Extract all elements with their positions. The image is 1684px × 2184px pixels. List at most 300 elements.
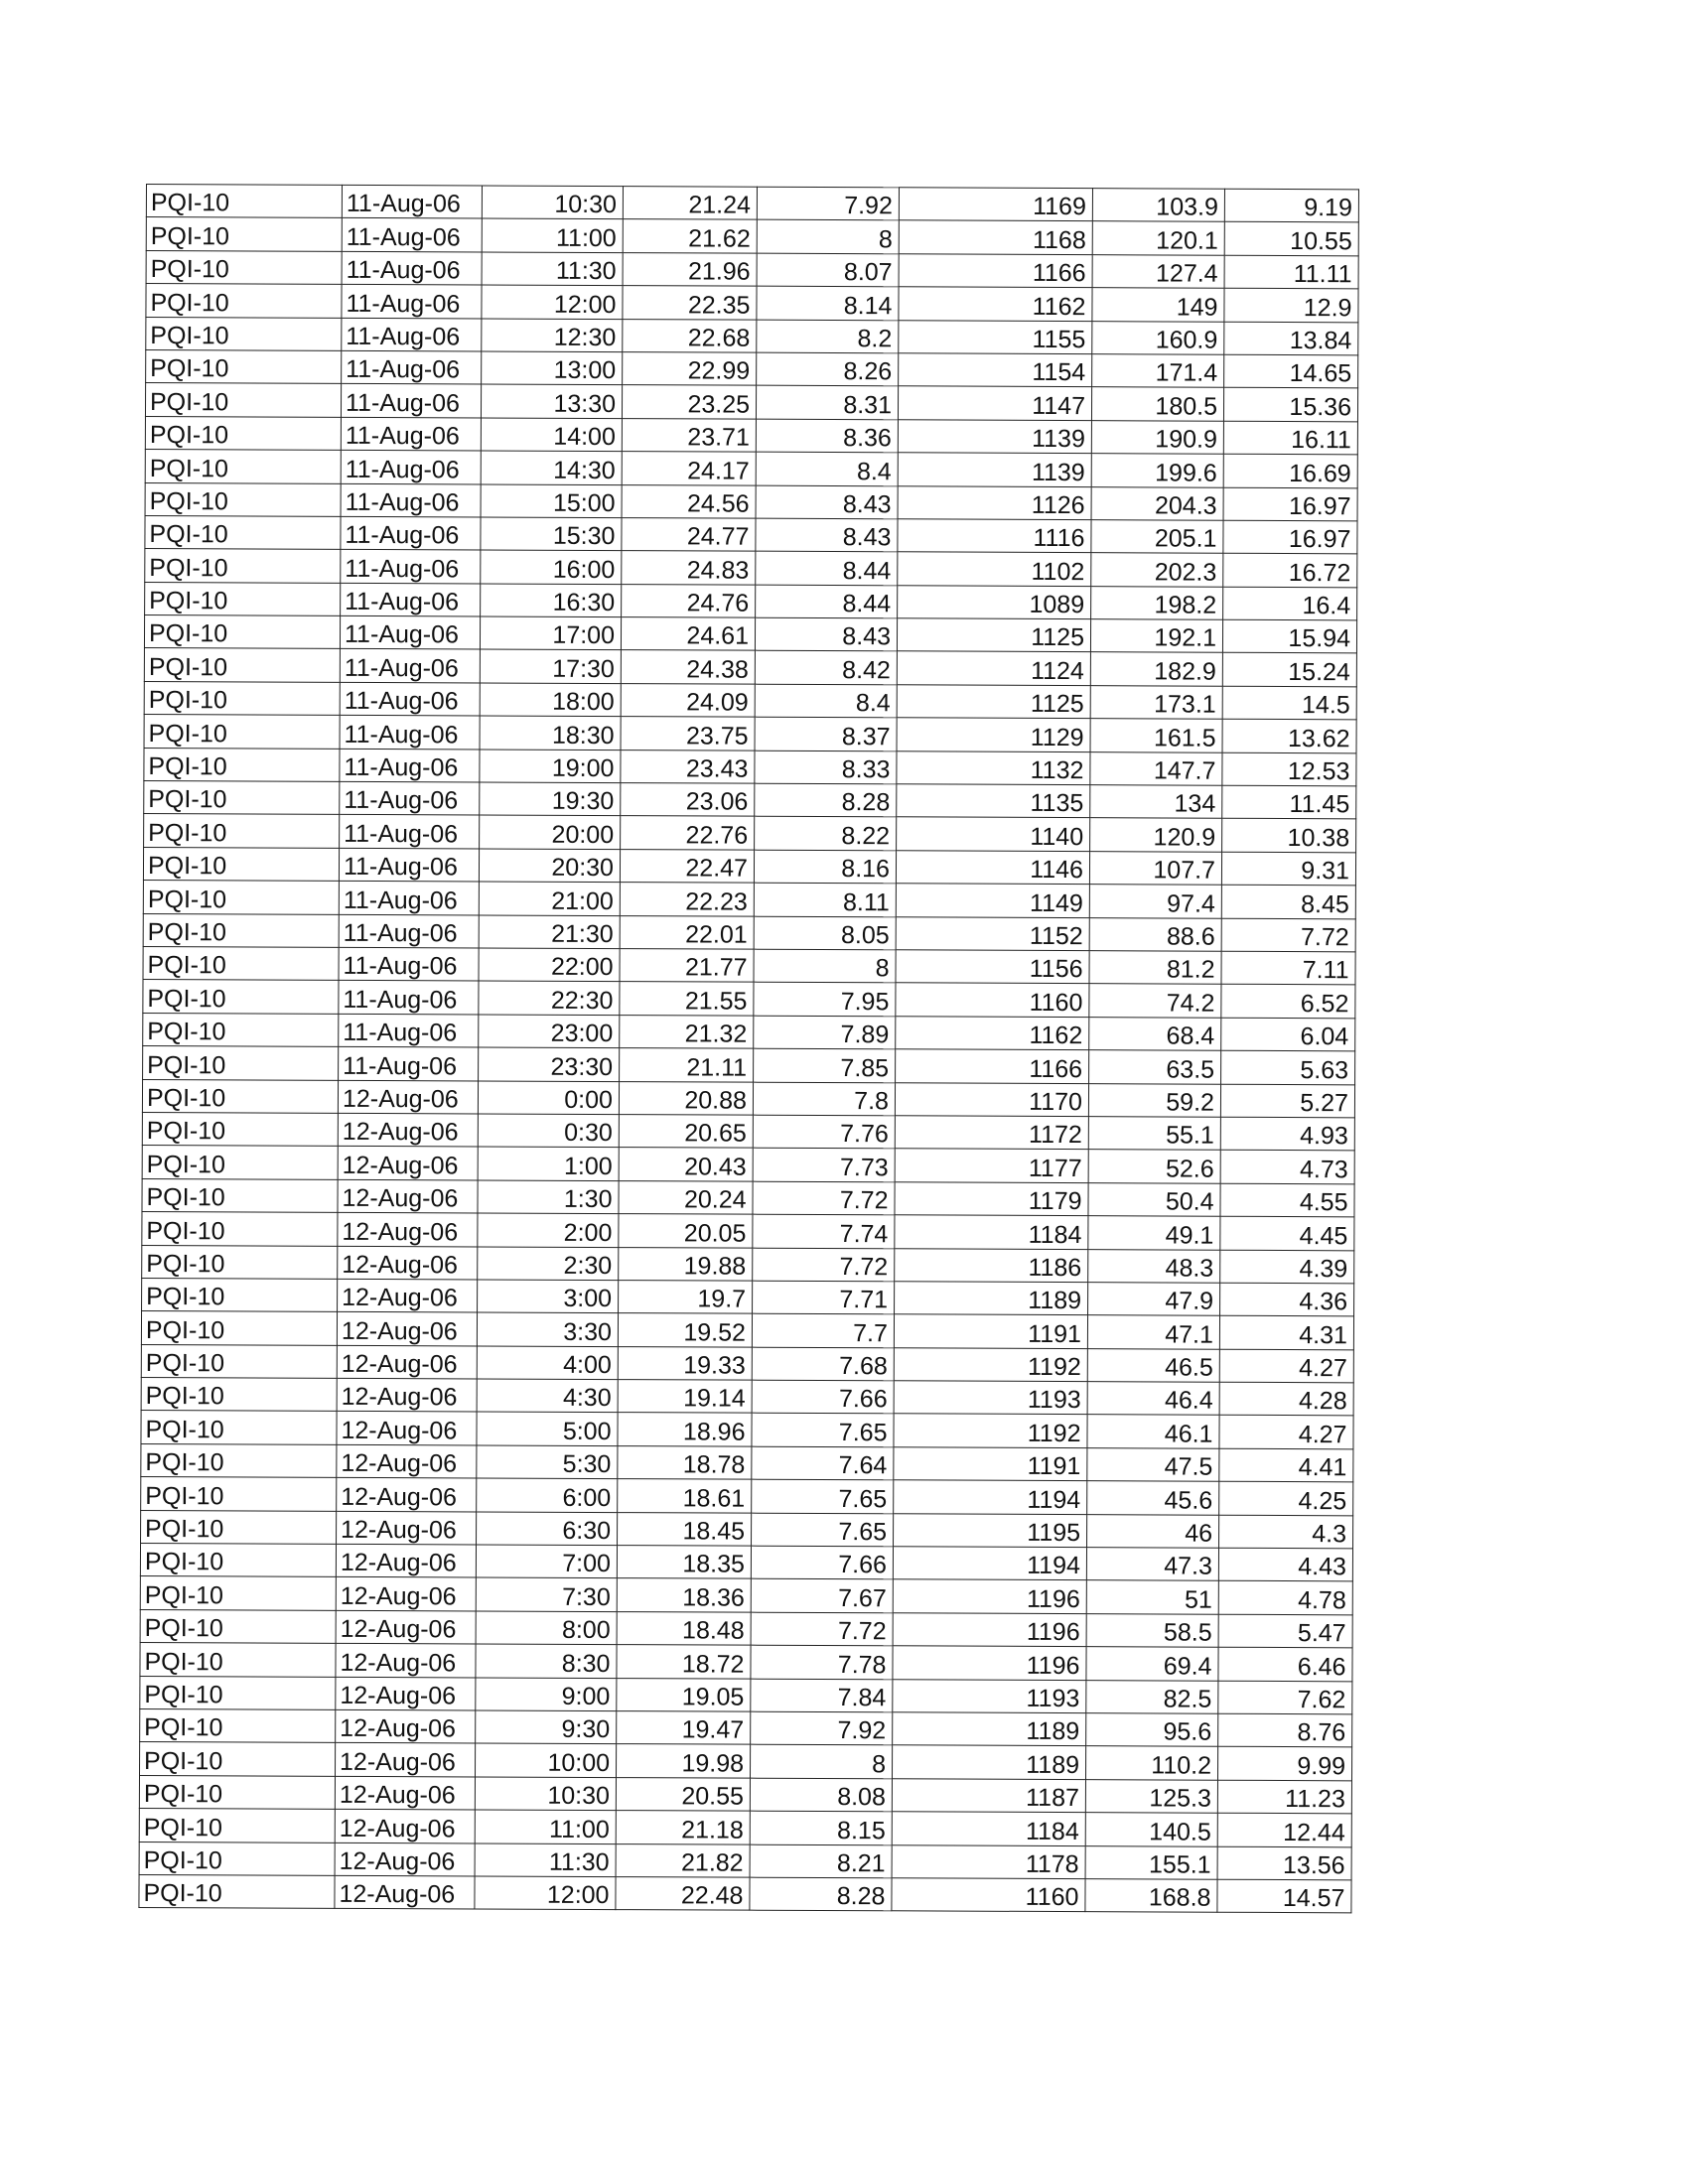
site-cell: PQI-10 <box>146 284 342 318</box>
table-row <box>145 515 1357 554</box>
date-cell: 11-Aug-06 <box>342 285 482 319</box>
table-row <box>141 1443 1353 1482</box>
table-row <box>144 781 1356 820</box>
data-sheet <box>138 184 1359 1914</box>
value3-cell: 1196 <box>893 1646 1086 1680</box>
value5-cell: 12.44 <box>1217 1813 1351 1846</box>
value4-cell: 46.5 <box>1087 1348 1219 1382</box>
date-cell: 12-Aug-06 <box>336 1709 476 1743</box>
value1-cell: 22.35 <box>623 286 757 320</box>
site-cell: PQI-10 <box>146 217 342 251</box>
date-cell: 11-Aug-06 <box>339 914 479 948</box>
value5-cell: 15.36 <box>1223 388 1357 422</box>
site-cell: PQI-10 <box>139 1775 335 1809</box>
value4-cell: 68.4 <box>1089 1017 1221 1050</box>
value2-cell: 7.7 <box>752 1313 894 1347</box>
date-cell: 11-Aug-06 <box>339 882 479 915</box>
value2-cell: 7.92 <box>757 187 899 220</box>
time-cell: 14:30 <box>481 451 622 484</box>
value3-cell: 1102 <box>898 552 1091 586</box>
site-cell: PQI-10 <box>145 482 341 516</box>
site-cell: PQI-10 <box>145 450 341 483</box>
value5-cell: 8.45 <box>1221 885 1355 918</box>
site-cell: PQI-10 <box>140 1544 336 1577</box>
value2-cell: 8.07 <box>757 253 899 287</box>
value4-cell: 168.8 <box>1085 1879 1217 1913</box>
date-cell: 12-Aug-06 <box>336 1644 476 1678</box>
time-cell: 5:30 <box>477 1445 618 1479</box>
value2-cell: 7.65 <box>752 1513 894 1547</box>
date-cell: 11-Aug-06 <box>341 417 481 451</box>
site-cell: PQI-10 <box>144 814 340 848</box>
table-row <box>145 482 1357 521</box>
date-cell: 11-Aug-06 <box>341 450 481 483</box>
value2-cell: 7.71 <box>753 1281 895 1314</box>
value4-cell: 155.1 <box>1085 1845 1217 1879</box>
time-cell: 23:30 <box>479 1047 620 1081</box>
date-cell: 12-Aug-06 <box>335 1809 475 1843</box>
value5-cell: 6.04 <box>1221 1018 1355 1051</box>
value4-cell: 198.2 <box>1091 586 1223 619</box>
value5-cell: 10.38 <box>1222 819 1356 853</box>
time-cell: 0:30 <box>478 1114 619 1148</box>
date-cell: 12-Aug-06 <box>336 1544 476 1577</box>
table-row <box>140 1609 1352 1648</box>
value3-cell: 1170 <box>895 1082 1088 1116</box>
value3-cell: 1154 <box>899 353 1092 387</box>
value2-cell: 8.44 <box>756 585 898 618</box>
value5-cell: 4.25 <box>1219 1481 1353 1515</box>
value4-cell: 199.6 <box>1091 454 1223 487</box>
value3-cell: 1162 <box>899 287 1092 321</box>
time-cell: 2:00 <box>478 1213 619 1247</box>
value1-cell: 23.71 <box>622 418 756 452</box>
date-cell: 11-Aug-06 <box>342 185 482 218</box>
site-cell: PQI-10 <box>146 250 342 284</box>
date-cell: 11-Aug-06 <box>339 981 479 1015</box>
time-cell: 7:30 <box>476 1577 617 1611</box>
value1-cell: 18.35 <box>617 1546 751 1579</box>
value5-cell: 15.24 <box>1222 653 1356 687</box>
value5-cell: 4.41 <box>1219 1448 1353 1482</box>
value4-cell: 46 <box>1087 1514 1219 1548</box>
date-cell: 11-Aug-06 <box>340 649 480 683</box>
value4-cell: 51 <box>1086 1580 1218 1614</box>
value2-cell: 7.84 <box>751 1679 893 1712</box>
table-row <box>143 1013 1355 1051</box>
site-cell: PQI-10 <box>141 1344 337 1378</box>
value5-cell: 9.31 <box>1221 852 1355 886</box>
value5-cell: 4.78 <box>1218 1581 1352 1615</box>
time-cell: 13:00 <box>482 351 623 385</box>
value1-cell: 22.23 <box>620 883 754 916</box>
value3-cell: 1195 <box>894 1513 1087 1547</box>
value2-cell: 8.36 <box>756 419 898 453</box>
value1-cell: 18.48 <box>617 1611 751 1645</box>
site-cell: PQI-10 <box>144 748 340 781</box>
value3-cell: 1155 <box>899 320 1092 353</box>
time-cell: 19:30 <box>480 782 621 816</box>
date-cell: 12-Aug-06 <box>337 1478 477 1512</box>
value1-cell: 20.24 <box>619 1180 753 1214</box>
date-cell: 11-Aug-06 <box>342 318 482 351</box>
value4-cell: 74.2 <box>1089 984 1221 1018</box>
value4-cell: 134 <box>1090 785 1222 819</box>
date-cell: 12-Aug-06 <box>335 1843 475 1876</box>
site-cell: PQI-10 <box>146 317 342 350</box>
value5-cell: 4.28 <box>1219 1382 1353 1416</box>
value2-cell: 8.21 <box>750 1844 892 1878</box>
time-cell: 1:00 <box>478 1147 619 1180</box>
date-cell: 12-Aug-06 <box>336 1610 476 1644</box>
value2-cell: 7.64 <box>752 1446 894 1480</box>
time-cell: 2:30 <box>478 1246 619 1280</box>
value3-cell: 1116 <box>898 519 1091 553</box>
time-cell: 17:00 <box>480 616 621 650</box>
date-cell: 11-Aug-06 <box>342 218 482 252</box>
table-row <box>140 1708 1352 1747</box>
site-cell: PQI-10 <box>140 1742 336 1776</box>
value5-cell: 11.23 <box>1217 1780 1351 1814</box>
date-cell: 11-Aug-06 <box>341 384 481 418</box>
time-cell: 8:00 <box>476 1611 617 1645</box>
date-cell: 12-Aug-06 <box>335 1875 475 1909</box>
value3-cell: 1152 <box>896 916 1089 950</box>
time-cell: 12:30 <box>482 319 623 352</box>
value4-cell: 171.4 <box>1092 354 1224 388</box>
value3-cell: 1191 <box>894 1447 1087 1481</box>
table-row <box>139 1874 1351 1913</box>
time-cell: 16:00 <box>481 550 622 584</box>
value2-cell: 8.43 <box>756 485 898 519</box>
site-cell: PQI-10 <box>143 946 339 980</box>
value4-cell: 47.9 <box>1088 1283 1220 1316</box>
value4-cell: 202.3 <box>1091 553 1223 587</box>
date-cell: 12-Aug-06 <box>338 1279 478 1312</box>
site-cell: PQI-10 <box>145 515 341 549</box>
time-cell: 12:00 <box>482 285 623 319</box>
date-cell: 12-Aug-06 <box>337 1378 477 1412</box>
value1-cell: 19.05 <box>617 1678 751 1711</box>
time-cell: 6:30 <box>477 1512 618 1546</box>
value4-cell: 69.4 <box>1086 1647 1218 1681</box>
value3-cell: 1149 <box>896 884 1089 917</box>
value1-cell: 23.06 <box>621 783 755 817</box>
table-row <box>142 1178 1354 1217</box>
value5-cell: 4.93 <box>1220 1117 1354 1151</box>
value5-cell: 6.46 <box>1218 1647 1352 1681</box>
value4-cell: 52.6 <box>1088 1150 1220 1183</box>
value2-cell: 7.72 <box>751 1612 893 1646</box>
date-cell: 11-Aug-06 <box>339 1014 479 1047</box>
site-cell: PQI-10 <box>144 615 340 649</box>
value1-cell: 21.96 <box>623 252 757 286</box>
time-cell: 16:30 <box>481 584 622 617</box>
time-cell: 15:30 <box>481 517 622 551</box>
time-cell: 22:30 <box>479 981 620 1015</box>
value5-cell: 7.62 <box>1218 1681 1352 1714</box>
value4-cell: 180.5 <box>1091 387 1223 421</box>
value4-cell: 88.6 <box>1089 917 1221 951</box>
value3-cell: 1140 <box>897 817 1090 851</box>
time-cell: 10:00 <box>476 1743 617 1777</box>
value4-cell: 107.7 <box>1089 851 1221 885</box>
value2-cell: 7.73 <box>753 1149 895 1182</box>
time-cell: 4:30 <box>477 1379 618 1413</box>
value3-cell: 1186 <box>895 1248 1088 1282</box>
value5-cell: 5.27 <box>1220 1084 1354 1118</box>
value3-cell: 1189 <box>893 1712 1086 1746</box>
table-row <box>142 1245 1354 1284</box>
value1-cell: 20.05 <box>619 1214 753 1248</box>
value3-cell: 1192 <box>894 1347 1087 1381</box>
value4-cell: 140.5 <box>1085 1813 1217 1846</box>
site-cell: PQI-10 <box>144 781 340 815</box>
value1-cell: 21.55 <box>620 982 754 1016</box>
value1-cell: 22.76 <box>621 816 755 850</box>
value2-cell: 7.95 <box>754 983 896 1017</box>
value1-cell: 21.32 <box>620 1015 754 1048</box>
date-cell: 12-Aug-06 <box>337 1312 477 1346</box>
value4-cell: 160.9 <box>1092 321 1224 354</box>
date-cell: 11-Aug-06 <box>340 716 480 750</box>
value1-cell: 24.61 <box>621 617 755 651</box>
value3-cell: 1193 <box>893 1679 1086 1712</box>
table-row <box>144 715 1356 753</box>
value3-cell: 1125 <box>897 685 1090 719</box>
site-cell: PQI-10 <box>143 913 339 947</box>
table-row <box>140 1576 1352 1615</box>
time-cell: 20:00 <box>480 815 621 849</box>
time-cell: 9:00 <box>476 1678 617 1711</box>
table-row <box>146 185 1358 223</box>
date-cell: 12-Aug-06 <box>338 1212 478 1246</box>
date-cell: 11-Aug-06 <box>340 815 480 849</box>
table-row <box>145 549 1357 588</box>
value4-cell: 127.4 <box>1092 254 1224 288</box>
site-cell: PQI-10 <box>143 847 339 881</box>
value4-cell: 204.3 <box>1091 486 1223 520</box>
value5-cell: 7.11 <box>1221 951 1355 985</box>
table-row <box>140 1643 1352 1682</box>
table-row <box>145 450 1357 488</box>
table-row <box>144 814 1356 853</box>
date-cell: 11-Aug-06 <box>340 615 480 649</box>
value4-cell: 46.1 <box>1087 1415 1219 1448</box>
value5-cell: 15.94 <box>1222 619 1356 653</box>
site-cell: PQI-10 <box>145 549 341 583</box>
value1-cell: 21.62 <box>623 219 757 253</box>
site-cell: PQI-10 <box>143 980 339 1014</box>
value2-cell: 7.65 <box>752 1414 894 1447</box>
value2-cell: 8.08 <box>750 1778 892 1812</box>
value1-cell: 18.72 <box>617 1645 751 1679</box>
value2-cell: 7.78 <box>751 1645 893 1679</box>
time-cell: 9:30 <box>476 1710 617 1744</box>
value3-cell: 1160 <box>896 983 1089 1017</box>
time-cell: 18:00 <box>480 683 621 717</box>
date-cell: 12-Aug-06 <box>337 1511 477 1545</box>
value3-cell: 1139 <box>898 453 1091 486</box>
site-cell: PQI-10 <box>142 1112 338 1146</box>
value1-cell: 22.68 <box>623 319 757 352</box>
site-cell: PQI-10 <box>146 349 342 383</box>
value3-cell: 1135 <box>897 784 1090 818</box>
value4-cell: 205.1 <box>1091 520 1223 554</box>
date-cell: 12-Aug-06 <box>337 1345 477 1379</box>
value5-cell: 9.19 <box>1224 189 1358 222</box>
value5-cell: 16.11 <box>1223 421 1357 455</box>
value3-cell: 1184 <box>895 1215 1088 1249</box>
value5-cell: 16.4 <box>1223 587 1357 620</box>
site-cell: PQI-10 <box>142 1212 338 1246</box>
value1-cell: 22.99 <box>623 352 757 386</box>
value3-cell: 1162 <box>896 1017 1089 1050</box>
table-row <box>146 284 1358 323</box>
value1-cell: 22.48 <box>616 1877 750 1911</box>
value3-cell: 1166 <box>899 254 1092 288</box>
date-cell: 11-Aug-06 <box>339 947 479 981</box>
table-row <box>141 1344 1353 1383</box>
value5-cell: 12.9 <box>1224 288 1358 322</box>
value4-cell: 59.2 <box>1088 1083 1220 1117</box>
value4-cell: 81.2 <box>1089 951 1221 985</box>
time-cell: 3:30 <box>477 1312 618 1346</box>
table-row <box>142 1146 1354 1184</box>
table-row <box>143 946 1355 985</box>
table-row <box>143 1046 1355 1085</box>
time-cell: 22:00 <box>479 948 620 982</box>
time-cell: 13:30 <box>481 384 622 418</box>
value5-cell: 16.97 <box>1223 487 1357 521</box>
time-cell: 11:30 <box>475 1843 616 1876</box>
site-cell: PQI-10 <box>144 681 340 715</box>
time-cell: 11:00 <box>482 218 623 252</box>
date-cell: 11-Aug-06 <box>340 682 480 716</box>
site-cell: PQI-10 <box>140 1609 336 1643</box>
value5-cell: 14.57 <box>1217 1879 1351 1913</box>
value2-cell: 8.2 <box>757 320 899 353</box>
value3-cell: 1178 <box>892 1844 1085 1878</box>
value3-cell: 1169 <box>899 188 1092 221</box>
value5-cell: 4.39 <box>1220 1250 1354 1284</box>
value4-cell: 50.4 <box>1088 1182 1220 1216</box>
value2-cell: 8.28 <box>750 1877 892 1911</box>
table-row <box>142 1278 1354 1316</box>
value5-cell: 9.99 <box>1217 1747 1351 1781</box>
value5-cell: 4.45 <box>1220 1216 1354 1250</box>
time-cell: 11:30 <box>482 252 623 286</box>
value2-cell: 7.68 <box>752 1347 894 1381</box>
table-row <box>141 1477 1353 1516</box>
value3-cell: 1125 <box>897 618 1090 652</box>
table-row <box>145 383 1357 422</box>
time-cell: 4:00 <box>477 1346 618 1380</box>
site-cell: PQI-10 <box>139 1842 335 1875</box>
value2-cell: 7.67 <box>751 1579 893 1613</box>
table-row <box>143 881 1355 919</box>
table-row <box>141 1378 1353 1417</box>
value3-cell: 1194 <box>894 1480 1087 1514</box>
value5-cell: 4.55 <box>1220 1183 1354 1217</box>
time-cell: 11:00 <box>475 1810 616 1843</box>
value3-cell: 1129 <box>897 718 1090 751</box>
value3-cell: 1196 <box>893 1613 1086 1647</box>
value5-cell: 4.27 <box>1219 1349 1353 1383</box>
value2-cell: 7.72 <box>753 1181 895 1215</box>
value3-cell: 1166 <box>896 1049 1089 1083</box>
site-cell: PQI-10 <box>140 1676 336 1709</box>
value2-cell: 8.05 <box>754 916 896 950</box>
value4-cell: 47.3 <box>1086 1548 1218 1581</box>
table-row <box>146 217 1358 256</box>
value4-cell: 97.4 <box>1089 885 1221 918</box>
value3-cell: 1156 <box>896 950 1089 984</box>
site-cell: PQI-10 <box>145 383 341 417</box>
value5-cell: 12.53 <box>1222 752 1356 786</box>
value3-cell: 1124 <box>897 651 1090 685</box>
site-cell: PQI-10 <box>142 1146 338 1179</box>
value5-cell: 10.55 <box>1224 222 1358 256</box>
value1-cell: 18.61 <box>618 1479 752 1513</box>
value2-cell: 8 <box>750 1745 892 1779</box>
value1-cell: 18.45 <box>618 1512 752 1546</box>
time-cell: 14:00 <box>481 418 622 452</box>
value2-cell: 7.66 <box>751 1546 893 1579</box>
value3-cell: 1189 <box>895 1282 1088 1315</box>
date-cell: 12-Aug-06 <box>338 1080 478 1114</box>
value2-cell: 8.4 <box>756 452 898 485</box>
value5-cell: 13.62 <box>1222 719 1356 752</box>
table-row <box>141 1311 1353 1350</box>
time-cell: 19:00 <box>480 750 621 783</box>
value1-cell: 24.76 <box>622 584 756 617</box>
table-row <box>139 1809 1351 1847</box>
site-cell: PQI-10 <box>146 185 342 218</box>
time-cell: 17:30 <box>480 649 621 683</box>
value1-cell: 19.7 <box>619 1280 753 1313</box>
value2-cell: 8.4 <box>755 684 897 718</box>
value2-cell: 8.43 <box>755 617 897 651</box>
value2-cell: 7.66 <box>752 1380 894 1414</box>
value4-cell: 63.5 <box>1089 1050 1221 1084</box>
value4-cell: 192.1 <box>1090 619 1222 653</box>
value3-cell: 1189 <box>892 1745 1085 1779</box>
value2-cell: 8.14 <box>757 286 899 320</box>
value1-cell: 22.47 <box>620 849 754 883</box>
value5-cell: 11.45 <box>1222 785 1356 819</box>
site-cell: PQI-10 <box>141 1378 337 1412</box>
site-cell: PQI-10 <box>144 648 340 682</box>
table-row <box>139 1842 1351 1880</box>
value4-cell: 120.9 <box>1090 818 1222 852</box>
time-cell: 6:00 <box>477 1478 618 1512</box>
date-cell: 11-Aug-06 <box>341 483 481 517</box>
value5-cell: 11.11 <box>1224 255 1358 289</box>
value1-cell: 21.24 <box>623 187 757 220</box>
value1-cell: 19.52 <box>618 1313 752 1347</box>
date-cell: 11-Aug-06 <box>340 781 480 815</box>
value4-cell: 147.7 <box>1090 751 1222 785</box>
time-cell: 3:00 <box>478 1280 619 1313</box>
value4-cell: 173.1 <box>1090 686 1222 720</box>
value3-cell: 1179 <box>895 1182 1088 1216</box>
site-cell: PQI-10 <box>143 1013 339 1046</box>
value2-cell: 8.28 <box>755 783 897 817</box>
table-row <box>140 1676 1352 1714</box>
value1-cell: 18.78 <box>618 1445 752 1479</box>
table-row <box>146 250 1358 289</box>
